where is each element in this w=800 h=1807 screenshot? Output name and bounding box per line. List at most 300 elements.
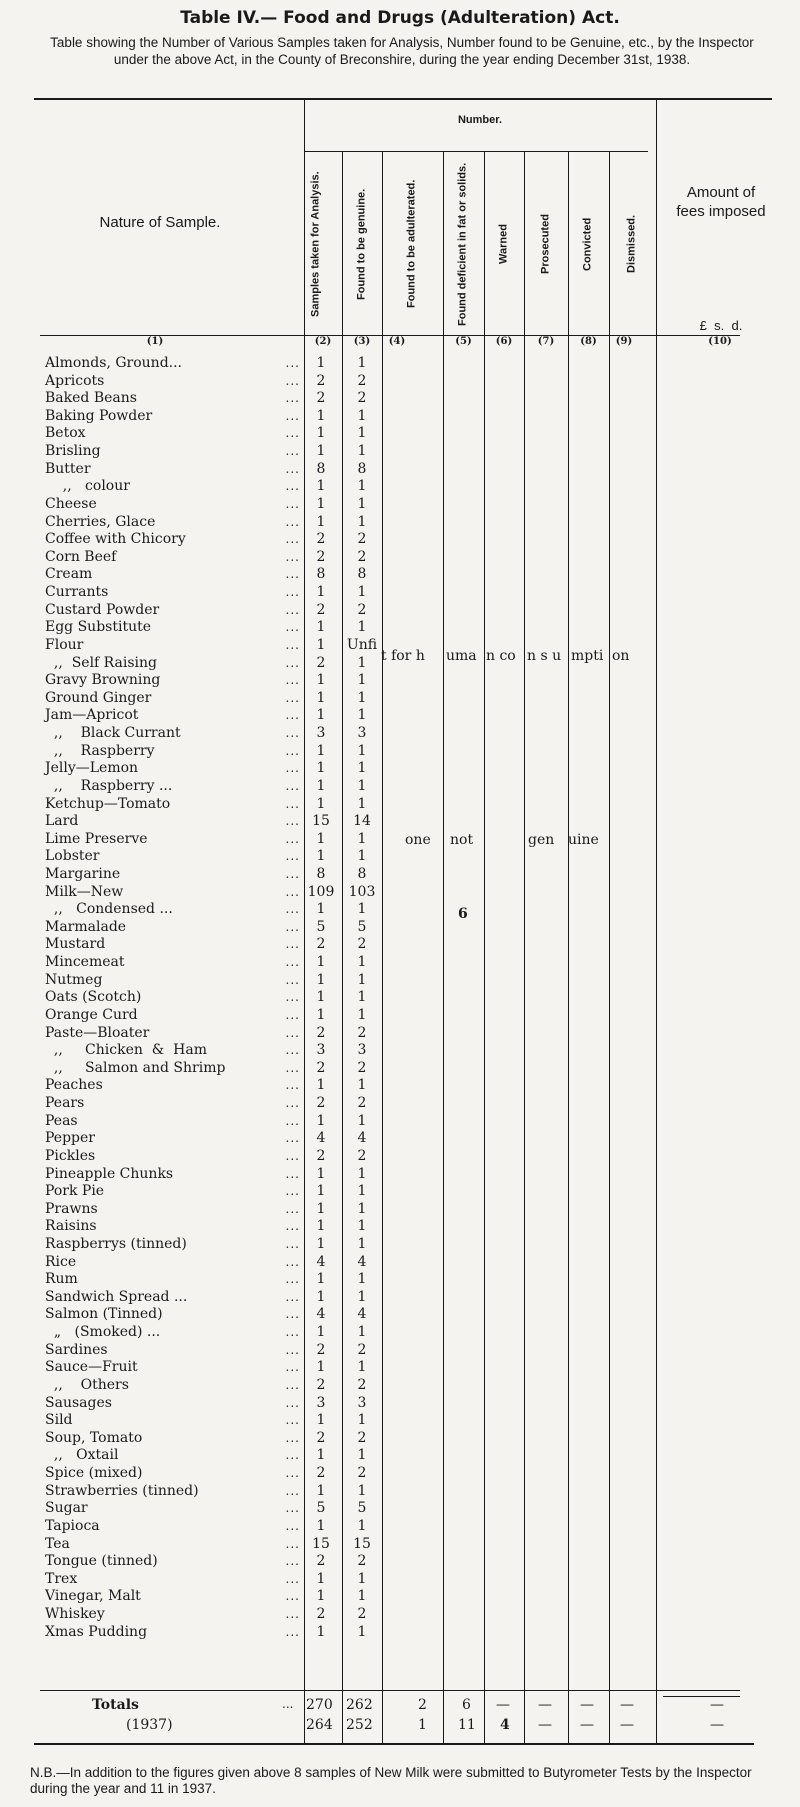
genuine-value: 1 bbox=[357, 707, 367, 724]
sample-name: „ (Smoked) ... bbox=[45, 1324, 161, 1341]
table-row bbox=[0, 1359, 800, 1376]
table-row bbox=[0, 1130, 800, 1147]
genuine-value: Unfi bbox=[346, 636, 378, 653]
genuine-value: 8 bbox=[357, 566, 367, 583]
flour-note-part: n co bbox=[486, 648, 516, 664]
table-row bbox=[0, 901, 800, 918]
samples-value: 3 bbox=[316, 1394, 326, 1411]
leader-dots: ... bbox=[285, 778, 300, 793]
table-row bbox=[0, 1113, 800, 1130]
samples-value: 8 bbox=[316, 460, 326, 477]
leader-dots: ... bbox=[285, 1607, 300, 1622]
samples-value: 1 bbox=[316, 848, 326, 865]
leader-dots: ... bbox=[285, 655, 300, 670]
sample-name: Salmon (Tinned) bbox=[45, 1306, 163, 1323]
table-row bbox=[0, 1483, 800, 1500]
leader-dots: ... bbox=[285, 919, 300, 934]
genuine-value: 1 bbox=[357, 407, 367, 424]
samples-value: 1 bbox=[316, 777, 326, 794]
sample-name: Trex bbox=[45, 1570, 78, 1587]
sample-name: Lobster bbox=[45, 848, 100, 865]
sample-name: Vinegar, Malt bbox=[45, 1588, 141, 1605]
samples-value: 3 bbox=[316, 725, 326, 742]
leader-dots: ... bbox=[285, 1413, 300, 1428]
samples-value: 1 bbox=[316, 1517, 326, 1534]
table-row bbox=[0, 1254, 800, 1271]
sample-name: Prawns bbox=[45, 1200, 98, 1217]
col-adulterated-header: Found to be adulterated. bbox=[405, 179, 418, 309]
sample-name: Sandwich Spread ... bbox=[45, 1288, 188, 1305]
genuine-value: 1 bbox=[357, 848, 367, 865]
genuine-value: 2 bbox=[357, 1553, 367, 1570]
sample-name: Milk—New bbox=[45, 883, 124, 900]
samples-value: 1 bbox=[316, 1412, 326, 1429]
samples-value: 1 bbox=[316, 1077, 326, 1094]
sample-name: Baking Powder bbox=[45, 407, 153, 424]
genuine-value: 1 bbox=[357, 777, 367, 794]
sample-name: ,, Raspberry bbox=[45, 742, 155, 759]
leader-dots: ... bbox=[285, 1025, 300, 1040]
sample-name: Cream bbox=[45, 566, 93, 583]
flour-note-part: on bbox=[612, 648, 630, 664]
flour-note-part: t for h bbox=[381, 648, 425, 664]
genuine-value: 3 bbox=[357, 1042, 367, 1059]
table-row bbox=[0, 866, 800, 883]
totals-genuine: 262 bbox=[346, 1697, 373, 1713]
sample-name: Mincemeat bbox=[45, 954, 125, 971]
sample-name: Almonds, Ground... bbox=[45, 355, 183, 371]
sample-name: Xmas Pudding bbox=[45, 1623, 148, 1640]
sample-name: Flour bbox=[45, 636, 84, 653]
table-top-rule bbox=[34, 98, 772, 100]
leader-dots: ... bbox=[285, 1060, 300, 1075]
samples-value: 8 bbox=[316, 865, 326, 882]
genuine-value: 2 bbox=[357, 1147, 367, 1164]
table-row bbox=[0, 496, 800, 513]
table-row bbox=[0, 566, 800, 583]
table-row bbox=[0, 936, 800, 953]
leader-dots: ... bbox=[285, 849, 300, 864]
table-row bbox=[0, 1183, 800, 1200]
sample-name: Baked Beans bbox=[45, 390, 137, 407]
leader-dots: ... bbox=[285, 620, 300, 635]
genuine-value: 2 bbox=[357, 1376, 367, 1393]
leader-dots: ... bbox=[285, 1254, 300, 1269]
leader-dots: ... bbox=[285, 1219, 300, 1234]
genuine-value: 1 bbox=[357, 1412, 367, 1429]
samples-value: 1 bbox=[316, 760, 326, 777]
leader-dots: ... bbox=[285, 1360, 300, 1375]
samples-value: 1 bbox=[316, 1183, 326, 1200]
leader-dots: ... bbox=[285, 496, 300, 511]
samples-value: 1 bbox=[316, 742, 326, 759]
leader-dots: ... bbox=[285, 602, 300, 617]
leader-dots: ... bbox=[285, 1272, 300, 1287]
prev-prosecuted: — bbox=[538, 1717, 552, 1733]
leader-dots: ... bbox=[285, 1483, 300, 1498]
sample-name: Custard Powder bbox=[45, 601, 160, 618]
table-row bbox=[0, 1025, 800, 1042]
col-number: (7) bbox=[537, 336, 555, 347]
table-row bbox=[0, 1518, 800, 1535]
sample-name: ,, Raspberry ... bbox=[45, 777, 173, 794]
leader-dots: ... bbox=[285, 1536, 300, 1551]
table-row bbox=[0, 461, 800, 478]
leader-dots: ... bbox=[285, 1589, 300, 1604]
samples-value: 1 bbox=[316, 355, 326, 371]
sample-name: Pineapple Chunks bbox=[45, 1165, 174, 1182]
leader-dots: ... bbox=[285, 972, 300, 987]
samples-value: 1 bbox=[316, 619, 326, 636]
table-row bbox=[0, 1553, 800, 1570]
sample-name: ,, Black Currant bbox=[45, 725, 181, 742]
genuine-value: 15 bbox=[353, 1535, 371, 1552]
totals-convicted: — bbox=[580, 1697, 594, 1713]
table-row bbox=[0, 549, 800, 566]
table-row bbox=[0, 1271, 800, 1288]
leader-dots: ... bbox=[285, 673, 300, 688]
leader-dots: ... bbox=[285, 1131, 300, 1146]
genuine-value: 1 bbox=[357, 443, 367, 460]
sample-name: ,, Oxtail bbox=[45, 1447, 119, 1464]
table-row bbox=[0, 1201, 800, 1218]
samples-value: 2 bbox=[316, 1095, 326, 1112]
prev-adulterated: 1 bbox=[418, 1717, 427, 1733]
samples-value: 1 bbox=[316, 1623, 326, 1640]
sample-name: Cherries, Glace bbox=[45, 513, 156, 530]
genuine-value: 1 bbox=[357, 654, 367, 671]
col-number: (10) bbox=[708, 336, 732, 347]
genuine-value: 2 bbox=[357, 372, 367, 389]
genuine-value: 1 bbox=[357, 1006, 367, 1023]
genuine-value: 1 bbox=[357, 830, 367, 847]
sample-name: Cheese bbox=[45, 495, 97, 512]
table-row bbox=[0, 443, 800, 460]
leader-dots: ... bbox=[285, 479, 300, 494]
genuine-value: 2 bbox=[357, 1059, 367, 1076]
sample-name: Apricots bbox=[45, 372, 105, 389]
genuine-value: 3 bbox=[357, 725, 367, 742]
col-deficient-header: Found deficient in fat or solids. bbox=[456, 162, 469, 326]
samples-value: 1 bbox=[316, 513, 326, 530]
genuine-value: 2 bbox=[357, 1429, 367, 1446]
prev-convicted: — bbox=[580, 1717, 594, 1733]
prev-genuine: 252 bbox=[346, 1717, 373, 1733]
sample-name: Soup, Tomato bbox=[45, 1429, 143, 1446]
lard-note-part: gen bbox=[528, 832, 555, 848]
table-row bbox=[0, 478, 800, 495]
samples-value: 2 bbox=[316, 601, 326, 618]
currency-header: £ s. d. bbox=[699, 318, 743, 333]
prev-warned: 4 bbox=[500, 1717, 510, 1733]
sample-name: ,, Salmon and Shrimp bbox=[45, 1059, 226, 1076]
samples-value: 1 bbox=[316, 901, 326, 918]
table-row bbox=[0, 725, 800, 742]
genuine-value: 1 bbox=[357, 795, 367, 812]
sample-name: Sugar bbox=[45, 1500, 88, 1517]
samples-value: 1 bbox=[316, 1588, 326, 1605]
genuine-value: 1 bbox=[357, 425, 367, 442]
genuine-value: 1 bbox=[357, 672, 367, 689]
sample-name: Betox bbox=[45, 425, 86, 442]
sample-name: Pickles bbox=[45, 1147, 96, 1164]
leader-dots: ... bbox=[285, 1096, 300, 1111]
sample-name: Peaches bbox=[45, 1077, 103, 1094]
genuine-value: 1 bbox=[357, 1359, 367, 1376]
sample-name: Tapioca bbox=[45, 1517, 100, 1534]
leader-dots: ... bbox=[285, 1184, 300, 1199]
leader-dots: ... bbox=[285, 1430, 300, 1445]
sample-name: Sild bbox=[45, 1412, 73, 1429]
sample-name: Pork Pie bbox=[45, 1183, 105, 1200]
samples-value: 15 bbox=[312, 813, 330, 830]
col-prosecuted-header: Prosecuted bbox=[539, 214, 552, 274]
table-row bbox=[0, 1077, 800, 1094]
samples-value: 2 bbox=[316, 1376, 326, 1393]
genuine-value: 8 bbox=[357, 460, 367, 477]
leader-dots: ... bbox=[285, 426, 300, 441]
leader-dots: ... bbox=[285, 814, 300, 829]
leader-dots: ... bbox=[285, 726, 300, 741]
col-number: (2) bbox=[314, 336, 332, 347]
sample-name: Pears bbox=[45, 1095, 85, 1112]
leader-dots: ... bbox=[285, 1078, 300, 1093]
samples-value: 2 bbox=[316, 654, 326, 671]
leader-dots: ... bbox=[285, 937, 300, 952]
genuine-value: 5 bbox=[357, 1500, 367, 1517]
table-row bbox=[0, 1148, 800, 1165]
samples-value: 1 bbox=[316, 1359, 326, 1376]
samples-value: 109 bbox=[307, 883, 335, 900]
genuine-value: 1 bbox=[357, 689, 367, 706]
table-row bbox=[0, 1306, 800, 1323]
leader-dots: ... bbox=[285, 743, 300, 758]
samples-value: 1 bbox=[316, 443, 326, 460]
table-row bbox=[0, 884, 800, 901]
table-row bbox=[0, 831, 800, 848]
samples-value: 1 bbox=[316, 1006, 326, 1023]
table-row bbox=[0, 989, 800, 1006]
leader-dots: ... bbox=[285, 1571, 300, 1586]
genuine-value: 2 bbox=[357, 390, 367, 407]
leader-dots: ... bbox=[285, 1624, 300, 1639]
samples-value: 1 bbox=[316, 989, 326, 1006]
table-row bbox=[0, 1377, 800, 1394]
table-row bbox=[0, 355, 800, 372]
samples-value: 2 bbox=[316, 531, 326, 548]
table-row bbox=[0, 408, 800, 425]
table-row bbox=[0, 390, 800, 407]
genuine-value: 2 bbox=[357, 1095, 367, 1112]
samples-value: 15 bbox=[312, 1535, 330, 1552]
col-number: (8) bbox=[580, 336, 597, 347]
samples-value: 4 bbox=[316, 1253, 326, 1270]
leader-dots: ... bbox=[285, 1518, 300, 1533]
totals-dismissed: — bbox=[620, 1697, 634, 1713]
table-row bbox=[0, 672, 800, 689]
sample-name: ,, Others bbox=[45, 1376, 129, 1393]
genuine-value: 1 bbox=[357, 1271, 367, 1288]
samples-value: 1 bbox=[316, 1112, 326, 1129]
table-row bbox=[0, 1465, 800, 1482]
amount-header: Amount of fees imposed bbox=[676, 184, 766, 220]
genuine-value: 1 bbox=[357, 1165, 367, 1182]
nature-header: Nature of Sample. bbox=[99, 214, 221, 231]
totals-warned: — bbox=[496, 1697, 510, 1713]
table-row bbox=[0, 1412, 800, 1429]
table-row bbox=[0, 425, 800, 442]
leader-dots: ... bbox=[285, 761, 300, 776]
flour-note-part: uma bbox=[446, 648, 477, 664]
leader-dots: ... bbox=[285, 1377, 300, 1392]
sample-name: Sardines bbox=[45, 1341, 108, 1358]
samples-value: 3 bbox=[316, 1042, 326, 1059]
table-row bbox=[0, 602, 800, 619]
col-line bbox=[342, 1690, 343, 1743]
leader-dots: ... bbox=[285, 884, 300, 899]
leader-dots: ... bbox=[285, 796, 300, 811]
prev-fees: — bbox=[710, 1717, 724, 1733]
samples-value: 2 bbox=[316, 1341, 326, 1358]
samples-value: 2 bbox=[316, 1465, 326, 1482]
genuine-value: 1 bbox=[357, 1077, 367, 1094]
table-row bbox=[0, 1624, 800, 1641]
genuine-value: 1 bbox=[357, 971, 367, 988]
leader-dots: ... bbox=[285, 1501, 300, 1516]
genuine-value: 2 bbox=[357, 1465, 367, 1482]
samples-value: 2 bbox=[316, 1024, 326, 1041]
genuine-value: 1 bbox=[357, 478, 367, 495]
samples-value: 5 bbox=[316, 918, 326, 935]
samples-value: 1 bbox=[316, 1218, 326, 1235]
genuine-value: 1 bbox=[357, 954, 367, 971]
sample-name: ,, Chicken & Ham bbox=[45, 1042, 207, 1059]
genuine-value: 2 bbox=[357, 548, 367, 565]
genuine-value: 1 bbox=[357, 619, 367, 636]
samples-value: 1 bbox=[316, 707, 326, 724]
genuine-value: 1 bbox=[357, 1183, 367, 1200]
number-rule bbox=[304, 151, 648, 152]
table-row bbox=[0, 1536, 800, 1553]
sample-name: Ketchup—Tomato bbox=[45, 795, 171, 812]
sample-name: Jam—Apricot bbox=[45, 707, 139, 724]
genuine-value: 1 bbox=[357, 901, 367, 918]
totals-rule bbox=[40, 1690, 740, 1691]
col-number: (5) bbox=[455, 336, 472, 347]
col-number: (6) bbox=[495, 336, 513, 347]
samples-value: 1 bbox=[316, 795, 326, 812]
flour-note-part: n s u bbox=[527, 648, 562, 664]
samples-value: 1 bbox=[316, 954, 326, 971]
sample-name: Sausages bbox=[45, 1394, 112, 1411]
lard-note-part: one bbox=[405, 832, 431, 848]
sample-name: Ground Ginger bbox=[45, 689, 152, 706]
table-row bbox=[0, 690, 800, 707]
sample-name: Margarine bbox=[45, 865, 121, 882]
leader-dots: ... bbox=[285, 1325, 300, 1340]
samples-value: 1 bbox=[316, 584, 326, 601]
sample-name: Marmalade bbox=[45, 918, 127, 935]
leader-dots: ... bbox=[285, 567, 300, 582]
leader-dots: ... bbox=[285, 532, 300, 547]
table-row bbox=[0, 1218, 800, 1235]
table-row bbox=[0, 813, 800, 830]
table-row bbox=[0, 1430, 800, 1447]
sample-name: Lard bbox=[45, 813, 79, 830]
table-row bbox=[0, 919, 800, 936]
col-samples-header: Samples taken for Analysis. bbox=[309, 171, 322, 317]
genuine-value: 1 bbox=[357, 1112, 367, 1129]
totals-label: Totals bbox=[92, 1697, 139, 1713]
samples-value: 1 bbox=[316, 1447, 326, 1464]
table-row bbox=[0, 1588, 800, 1605]
sample-name: Strawberries (tinned) bbox=[45, 1482, 199, 1499]
samples-value: 1 bbox=[316, 1288, 326, 1305]
leader-dots: ... bbox=[285, 1289, 300, 1304]
genuine-value: 1 bbox=[357, 760, 367, 777]
samples-value: 4 bbox=[316, 1306, 326, 1323]
table-bottom-rule bbox=[34, 1743, 754, 1745]
samples-value: 8 bbox=[316, 566, 326, 583]
table-row bbox=[0, 1289, 800, 1306]
table-row bbox=[0, 373, 800, 390]
number-header: Number. bbox=[457, 114, 502, 126]
genuine-value: 4 bbox=[357, 1306, 367, 1323]
table-row bbox=[0, 1342, 800, 1359]
table-row bbox=[0, 760, 800, 777]
leader-dots: ... bbox=[285, 708, 300, 723]
leader-dots: ... bbox=[285, 444, 300, 459]
prev-deficient: 11 bbox=[458, 1717, 476, 1733]
sample-name: Tongue (tinned) bbox=[45, 1553, 158, 1570]
sample-name: Paste—Bloater bbox=[45, 1024, 150, 1041]
genuine-value: 2 bbox=[357, 936, 367, 953]
page-subtitle: Table showing the Number of Various Samples taken for Analysis, Number found to be Genuine, etc., by the Inspector under the above Act, in the County of Breconshire, during the year ending December 31st, 1938. bbox=[50, 35, 754, 67]
leader-dots: ... bbox=[285, 990, 300, 1005]
totals-adulterated: 2 bbox=[418, 1697, 427, 1713]
samples-value: 1 bbox=[316, 1324, 326, 1341]
sample-name: Corn Beef bbox=[45, 548, 117, 565]
table-row bbox=[0, 972, 800, 989]
leader-dots: ... bbox=[285, 585, 300, 600]
samples-value: 1 bbox=[316, 971, 326, 988]
totals-fees: — bbox=[710, 1697, 724, 1713]
genuine-value: 1 bbox=[357, 1288, 367, 1305]
genuine-value: 1 bbox=[357, 1482, 367, 1499]
samples-value: 1 bbox=[316, 1482, 326, 1499]
prev-samples: 264 bbox=[306, 1717, 333, 1733]
leader-dots: ... bbox=[285, 1043, 300, 1058]
leader-dots: ... bbox=[285, 461, 300, 476]
table-row bbox=[0, 743, 800, 760]
table-row bbox=[0, 1571, 800, 1588]
genuine-value: 3 bbox=[357, 1394, 367, 1411]
page-title: Table IV.— Food and Drugs (Adulteration) Act. bbox=[180, 8, 620, 28]
leader-dots: ... bbox=[285, 1201, 300, 1216]
samples-value: 1 bbox=[316, 1165, 326, 1182]
table-row bbox=[0, 619, 800, 636]
sample-name: Gravy Browning bbox=[45, 672, 161, 689]
sample-name: ,, Self Raising bbox=[45, 654, 158, 671]
samples-value: 2 bbox=[316, 1059, 326, 1076]
genuine-value: 1 bbox=[357, 1570, 367, 1587]
table-row bbox=[0, 848, 800, 865]
leader-dots: ... bbox=[285, 1148, 300, 1163]
samples-value: 2 bbox=[316, 390, 326, 407]
leader-dots: ... bbox=[285, 1307, 300, 1322]
leader-dots: ... bbox=[285, 1342, 300, 1357]
sample-name: Rum bbox=[45, 1271, 78, 1288]
